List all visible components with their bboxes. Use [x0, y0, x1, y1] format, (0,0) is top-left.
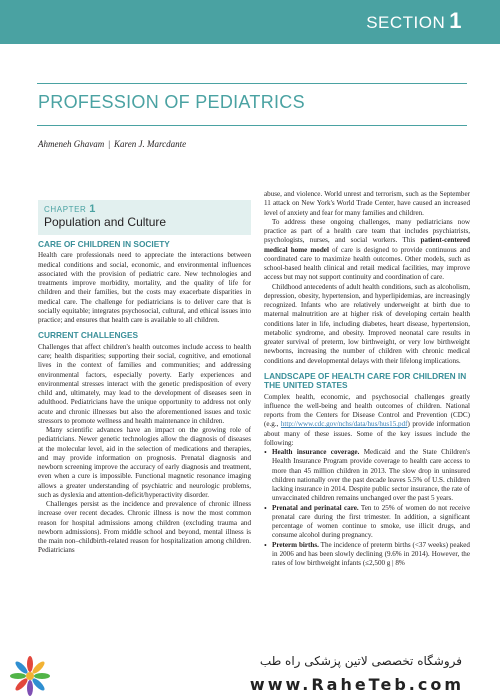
right-column	[264, 190, 470, 568]
list-item-title: Health insurance coverage.	[272, 448, 360, 457]
list-item-text: Ten to 25% of women do not receive prenatal care during the first trimester. In addition, a significant percentage of women continue to smoke, use illicit drugs, and consume alcohol during pregnancy.	[272, 503, 470, 540]
key-issues-list	[264, 448, 470, 568]
text-run: Complex health, economic, and psychosocial challenges greatly influence the well-being and health outcomes of children. National reports from the Centers for Disease Control and Prevention (CDC) (e.g.,	[264, 392, 470, 429]
paragraph: Health care professionals need to appreciate the interactions between medical conditions and social, economic, and environmental influences associated with the provision of pediatric care. New technologies and treatments improve morbidity, mortality, and the quality of life for children and their families, but the costs may exacerbate disparities in medical care. The challenge for pediatricians is to deliver care that is socially equitable; integrates psychosocial, cultural, and ethical issues into practice; and ensures that health care is available to all children.	[38, 251, 251, 325]
emphasis-term: patient-centered medical home model	[264, 236, 470, 254]
heading-landscape: LANDSCAPE OF HEALTH CARE FOR CHILDREN IN THE UNITED STATES	[264, 370, 467, 391]
paragraph: Challenges that affect children's health outcomes include access to health care; health disparities; supporting their social, cognitive, and emotional lives in the context of families and communities; and addressing environmental factors, especially poverty. Early experiences and environmental stresses interact with the genetic predisposition of every child and, ultimately, may lead to the development of diseases seen in adulthood. Pediatricians have the unique opportunity to address not only acute and chronic illnesses but also the aforementioned issues and toxic stressors to promote wellness and health maintenance in children.	[38, 342, 251, 425]
chapter-box	[38, 200, 251, 235]
chapter-title: Population and Culture	[44, 215, 167, 229]
chapter-number: 1	[89, 203, 96, 215]
watermark-persian-text: فروشگاه تخصصی لاتین پزشکی راه طب	[259, 654, 462, 668]
list-item-text: Medicaid and the State Children's Health Insurance Program provide coverage to health care access to more than 45 million children in 2013. The slow drop in uninsured children nationally over the past decade leaves 5.5% of U.S. children lacking insurance in 2014. Despite public sector insurance, the rate of unvaccinated children remains unchanged over the past 5 years.	[272, 448, 470, 503]
chapter-label	[44, 204, 245, 215]
paragraph: Childhood antecedents of adult health conditions, such as alcoholism, depression, obesity, hypertension, and hyperlipidemias, are increasingly recognized. Infants who are relatively underweight at birth due to maternal malnutrition are at higher risk of developing certain health conditions later in life, including diabetes, heart disease, hypertension, metabolic syndrome, and obesity. Improved neonatal care results in greater survival of preterm, low birthweight, or very low birthweight newborns, increasing the number of children with chronic medical conditions and developmental delays with their lifelong implications.	[264, 282, 470, 365]
left-column	[38, 200, 251, 556]
section-header-band	[0, 0, 500, 44]
section-word: SECTION	[366, 13, 446, 32]
raheteb-logo-icon	[8, 652, 52, 696]
watermark-url: www.RaheTeb.com	[249, 675, 464, 694]
text-run: ) provide information about many of these issues. Some of the key issues include the following:	[264, 420, 470, 447]
section-number: 1	[449, 8, 462, 33]
section-label	[366, 8, 462, 34]
author-2: Karen J. Marcdante	[114, 139, 187, 149]
list-item	[264, 448, 470, 504]
paragraph: Challenges persist as the incidence and prevalence of chronic illness increase over recent decades. Chronic illness is now the most common reason for hospital admissions among children (excluding trauma and newborn admissions). From middle school and beyond, mental illness is the main non–childbirth-related reason for hospitalization among children. Pediatricians	[38, 500, 251, 555]
chapter-word: CHAPTER	[44, 205, 87, 214]
watermark-banner	[0, 652, 500, 700]
list-item-title: Preterm births.	[272, 540, 319, 549]
paragraph	[264, 393, 470, 449]
authors-line	[38, 139, 186, 149]
heading-current-challenges: CURRENT CHALLENGES	[38, 330, 139, 341]
list-item-title: Prenatal and perinatal care.	[272, 503, 359, 512]
title-rule-top	[37, 83, 467, 84]
list-item-text: The incidence of preterm births (<37 weeks) peaked in 2006 and has been slowly declining (9.6% in 2014). However, the rates of low birthweight infants (≤2,500 g | 8%	[272, 540, 470, 568]
author-1: Ahmeneh Ghavam	[38, 139, 105, 149]
list-item	[264, 504, 470, 541]
text-run: To address these ongoing challenges, many pediatricians now practice as part of a health care team that includes psychiatrists, psychologists, nurses, and social workers. This	[264, 217, 470, 245]
heading-care-of-children: CARE OF CHILDREN IN SOCIETY	[38, 239, 170, 249]
list-item	[264, 541, 470, 569]
section-title: PROFESSION OF PEDIATRICS	[38, 92, 305, 112]
cdc-report-link[interactable]: http://www.cdc.gov/nchs/data/hus/hus15.pdf	[280, 420, 408, 429]
author-separator: |	[108, 139, 111, 149]
paragraph	[264, 218, 470, 283]
paragraph: abuse, and violence. World unrest and terrorism, such as the September 11 attack on New York's World Trade Center, have caused an increased level of anxiety and fear for many families and children.	[264, 190, 470, 217]
text-run: of care is designed to provide continuous and coordinated care to maximize health outcomes. Other models, such as school-based health clinical and retail medical facilities, may improve access but may not support continuity and coordination of care.	[264, 245, 470, 282]
title-rule-bottom	[37, 125, 467, 126]
paragraph: Many scientific advances have an impact on the growing role of pediatricians. Newer genetic technologies allow the diagnosis of diseases at the molecular level, aid in the selection of medications and therapies, and may provide information on prognosis. Prenatal diagnosis and newborn screening improve the accuracy of early diagnosis and treatment, even when a cure is impossible. Functional magnetic resonance imaging allows a greater understanding of psychiatric and neurologic problems, such as dyslexia and attention-deficit/hyperactivity disorder.	[38, 426, 251, 499]
